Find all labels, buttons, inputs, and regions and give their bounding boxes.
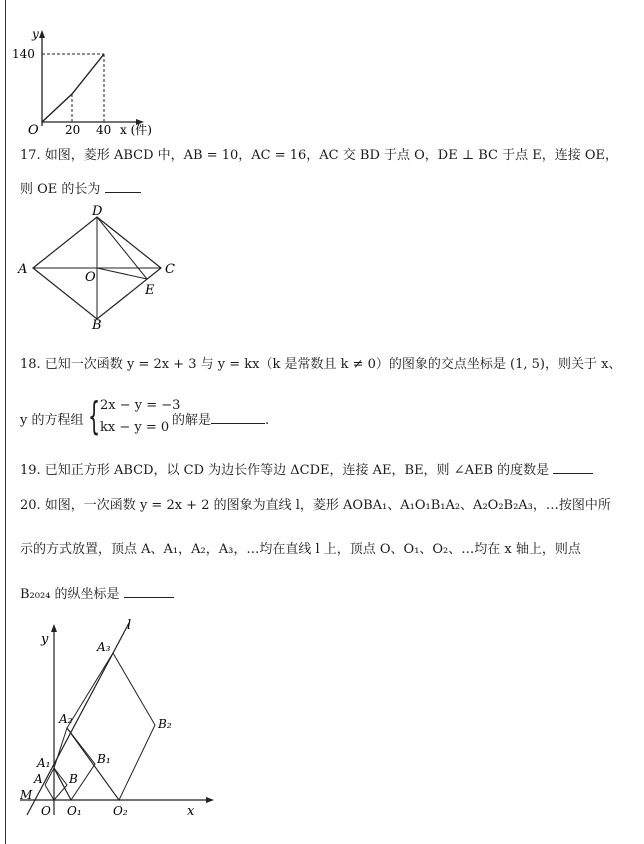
q20-rhombus-chain-figure xyxy=(15,615,215,825)
q20-line3 xyxy=(20,583,174,604)
q20-label-O1: O₁ xyxy=(67,804,82,818)
q17-label-C: C xyxy=(165,262,175,277)
graph1-origin: O xyxy=(28,123,39,138)
q20-label-y: y xyxy=(41,632,49,647)
q20-label-l: l xyxy=(127,618,132,633)
q18-line2 xyxy=(20,394,300,438)
q18-suffix-text: 的解是 xyxy=(172,413,212,428)
q17-label-O: O xyxy=(85,270,96,285)
q17-line2-text: 则 OE 的长为 xyxy=(20,182,101,197)
graph1-x-label: x (件) xyxy=(120,123,152,137)
q20-label-A1: A₁ xyxy=(37,756,51,770)
q17-label-B: B xyxy=(92,318,102,330)
q19-line1 xyxy=(20,459,593,480)
q20-line3-text: B₂₀₂₄ 的纵坐标是 xyxy=(20,587,120,602)
q20-label-A: A xyxy=(34,772,43,786)
q20-label-x: x xyxy=(187,804,195,819)
graph-price-quantity xyxy=(10,22,170,140)
q20-answer-blank xyxy=(124,583,174,598)
q17-label-D: D xyxy=(92,205,103,219)
q18-suffix xyxy=(172,409,269,428)
q20-line2: 示的方式放置，顶点 A、A₁，A₂，A₃，…均在直线 l 上，顶点 O、O₁、O₂、…均在 x 轴上，则点 xyxy=(20,542,581,557)
q20-label-A3: A₃ xyxy=(97,640,111,654)
q20-label-B2: B₂ xyxy=(158,717,172,731)
q17-label-E: E xyxy=(145,283,155,298)
graph1-x-tick-20: 20 xyxy=(65,123,81,137)
q18-line1: 18. 已知一次函数 y = 2x + 3 与 y = kx（k 是常数且 k ≠ 0）的图象的交点坐标是 (1, 5)，则关于 x、 xyxy=(20,357,622,372)
graph1-y-tick: 140 xyxy=(12,47,35,61)
q18-end: . xyxy=(265,413,270,428)
q20-label-O: O xyxy=(41,804,51,818)
q20-label-B1: B₁ xyxy=(97,752,111,766)
q20-label-B: B xyxy=(69,772,78,786)
q20-line1: 20. 如图，一次函数 y = 2x + 2 的图象为直线 l，菱形 AOBA₁、A₁O₁B₁A₂、A₂O₂B₂A₃，…按图中所 xyxy=(20,498,611,513)
q18-prefix: y 的方程组 xyxy=(20,413,84,428)
q17-label-A: A xyxy=(18,262,28,277)
q18-answer-blank xyxy=(211,409,265,424)
q17-line1: 17. 如图，菱形 ABCD 中，AB = 10，AC = 16，AC 交 BD 于点 O，DE ⊥ BC 于点 E，连接 OE， xyxy=(20,148,618,163)
q20-label-A2: A₂ xyxy=(59,712,73,726)
q18-brace: { xyxy=(88,394,101,438)
q18-eq2: kx − y = 0 xyxy=(100,420,170,435)
q17-answer-blank xyxy=(105,178,141,193)
page-margin-line xyxy=(5,0,6,844)
q18-eq1: 2x − y = −3 xyxy=(100,398,181,413)
q20-label-O2: O₂ xyxy=(113,804,128,818)
graph1-x-tick-40: 40 xyxy=(96,123,112,137)
q17-rhombus-figure xyxy=(15,205,190,330)
q17-line2 xyxy=(20,178,141,199)
q19-text: 19. 已知正方形 ABCD，以 CD 为边长作等边 ΔCDE，连接 AE，BE，则 ∠AEB 的度数是 xyxy=(20,463,550,478)
q19-answer-blank xyxy=(553,459,593,474)
q20-label-M: M xyxy=(20,788,33,802)
graph1-y-label: y xyxy=(32,27,39,41)
